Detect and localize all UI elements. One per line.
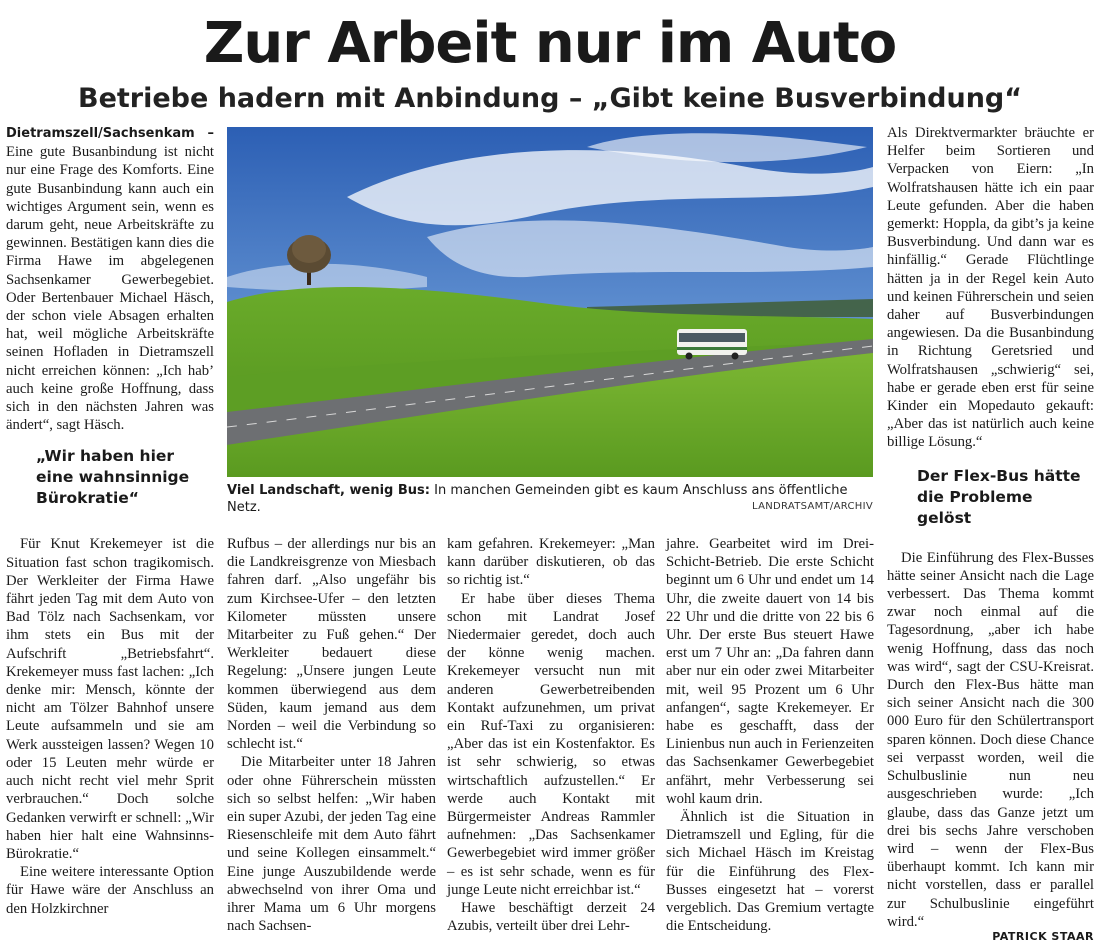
lead-text: Eine gute Busanbindung ist nicht nur eine Frage des Komforts. Eine gute Busanbindung kann auch ein wichtiges Argument sein, wenn es darum geht, neue Arbeitskräfte zu gewinnen. Bestätigen kann dies die Firma Hawe im abgelegenen Sachsenkamer Gewerbegebiet. Oder Bertenbauer Michael Häsch, der schon viele Absagen erhalten hat, weil mögliche Arbeitskräfte seinen Hofladen in Dietramszell nicht erreichen können: „Ich hab’ auch keine große Hoffnung, dass sich in den nächsten Jahren was ändert“, sagt Häsch. [6, 144, 214, 434]
body-paragraph: Hawe beschäftigt derzeit 24 Azubis, verteilt über drei Lehr- [447, 900, 655, 935]
body-paragraph: Die Einführung des Flex-Busses hätte seiner Ansicht nach die Lage verbessert. Das Thema kommt zwar noch einmal auf die Tagesordnung, „aber ich habe wenig Hoffnung, dass das noch was wird“, sagt der CSU-Kreisrat. Durch den Flex-Bus hätte man sich seiner Ansicht nach die 300 000 Euro für den Schülertransport sparen können. Doch diese Chance sei verpasst worden, weil die Schulbuslinie nun neu ausgeschrieben wurde: „Ich glaube, dass das Ganze jetzt um drei bis sechs Jahre verschoben wird – wenn der Flex-Bus überhaupt kommt. Ich kann mir nicht vorstellen, dass er parallel zur Schulbuslinie eingeführt wird.“ [887, 549, 1094, 930]
subheadline: Betriebe hadern mit Anbindung – „Gibt keine Busverbindung“ [77, 83, 1023, 114]
pull-quote-2: Der Flex-Bus hätte die Probleme gelöst [917, 466, 1081, 527]
photo-credit: LANDRATSAMT/ARCHIV [751, 501, 873, 512]
caption-lead: Viel Landschaft, wenig Bus: [227, 483, 430, 498]
column-3 [447, 535, 655, 935]
lead-paragraph [6, 124, 214, 434]
headline: Zur Arbeit nur im Auto [203, 11, 897, 76]
pull-quote-1: „Wir haben hier eine wahnsinnige Bürokratie“ [36, 447, 190, 508]
body-paragraph: kam gefahren. Krekemeyer: „Man kann darüber diskutieren, ob das so richtig ist.“ [447, 536, 655, 589]
body-paragraph: Er habe über dieses Thema schon mit Landrat Josef Niedermaier geredet, doch auch der könne wenig machen. Krekemeyer versucht nun mit anderen Gewerbetreibenden Kontakt aufzunehmen, um privat ein Ruf-Taxi zu organisieren: „Aber das ist ein Kostenfaktor. Es ist sehr schwierig, so etwas wirtschaftlich aufzustellen.“ Er werde auch Kontakt mit Bürgermeister Andreas Rammler aufnehmen: „Das Sachsenkamer Gewerbegebiet wird immer größer – es ist sehr schade, wenn es für junge Leute nicht erreichbar ist.“ [447, 590, 655, 898]
dateline: Dietramszell/Sachsenkam – [6, 126, 214, 141]
body-paragraph: Eine weitere interessante Option für Hawe wäre der Anschluss an den Holzkirchner [6, 864, 214, 917]
body-paragraph: jahre. Gearbeitet wird im Drei-Schicht-Betrieb. Die erste Schicht beginnt um 6 Uhr und endet um 14 Uhr, die zweite dauert von 14 bis 22 Uhr und die dritte von 22 bis 6 Uhr. Der erste Bus steuert Hawe erst um 7 Uhr an: „Da fahren dann aber nur ein oder zwei Mitarbeiter mit, weil 95 Prozent um 6 Uhr anfangen“, sagte Krekemeyer. Er habe es geschafft, dass der Linienbus nun auch in Ferienzeiten das Sachsenkamer Gewerbegebiet anfährt, mehr Verbesserung sei wohl kaum drin. [666, 536, 874, 807]
column-5 [887, 124, 1094, 931]
caption-text: In manchen Gemeinden gibt es kaum Anschluss ans öffentliche Netz. [227, 483, 848, 515]
body-paragraph: Rufbus – der allerdings nur bis an die Landkreisgrenze von Miesbach fahren darf. „Also ungefähr bis zum Kirchsee-Ufer – den letzten Kilometer müssten unsere Mitarbeiter zu Fuß gehen.“ Der Werkleiter bedauert diese Regelung: „Unsere jungen Leute kommen überwiegend aus dem Süden, kaum jemand aus dem Norden – weil die Verbindung so schlecht ist.“ [227, 536, 436, 753]
landscape-with-bus-image [227, 127, 873, 477]
column-4 [666, 535, 874, 935]
column-1 [6, 124, 214, 918]
body-paragraph: Die Mitarbeiter unter 18 Jahren oder ohne Führerschein müssten sich so selbst helfen: „Wir haben ein super Azubi, der jeden Tag eine Riesenschleife mit dem Auto fährt und seine Kollegen einsammelt.“ Eine junge Auszubildende werde abwechselnd von ihrer Oma und ihrer Mama um 6 Uhr morgens nach Sachsen- [227, 754, 436, 935]
author-byline: PATRICK STAAR [992, 930, 1094, 943]
article-photo [227, 127, 873, 477]
body-paragraph: Für Knut Krekemeyer ist die Situation fast schon tragikomisch. Der Werkleiter der Firma Hawe fährt jeden Tag mit dem Auto von Bad Tölz nach Sachsenkam, vor ihm stets ein Bus mit der Aufschrift „Betriebsfahrt“. Krekemeyer muss fast lachen: „Ich denke mir: Mensch, könnte der nicht am Tölzer Bahnhof unsere Leute aufsammeln und sie am Werk aussteigen lassen? Wegen 10 oder 15 Leuten mehr würde er auch nicht recht viel mehr Sprit verbrauchen.“ Doch solche Gedanken verwirft er schnell: „Wir haben hier halt eine Wahnsinns-Bürokratie.“ [6, 536, 214, 862]
body-paragraph: Ähnlich ist die Situation in Dietramszell und Egling, für die sich Michael Häsch im Kreistag für die Einführung des Flex-Busses eingesetzt hat – vorerst vergeblich. Das Gremium vertagte die Entscheidung. [666, 809, 874, 935]
body-paragraph: Als Direktvermarkter bräuchte er Helfer beim Sortieren und Verpacken von Eiern: „In Wolfratshausen hätte ich ein paar Leute gefunden. Aber die haben gemerkt: Hoppla, da gibt’s ja keine Busverbindung. Und dann war es hinfällig.“ Gerade Flüchtlinge hätten ja in der Regel kein Auto und keinen Führerschein und seien daher auf Busverbindungen angewiesen. Da die Busanbindung in Richtung Geretsried und Wolfratshausen „schwierig“ sei, habe er gerade eben erst für seine Kinder ein Mopedauto gekauft: „Aber das ist natürlich auch keine billige Lösung.“ [887, 125, 1094, 451]
column-2 [227, 535, 436, 935]
